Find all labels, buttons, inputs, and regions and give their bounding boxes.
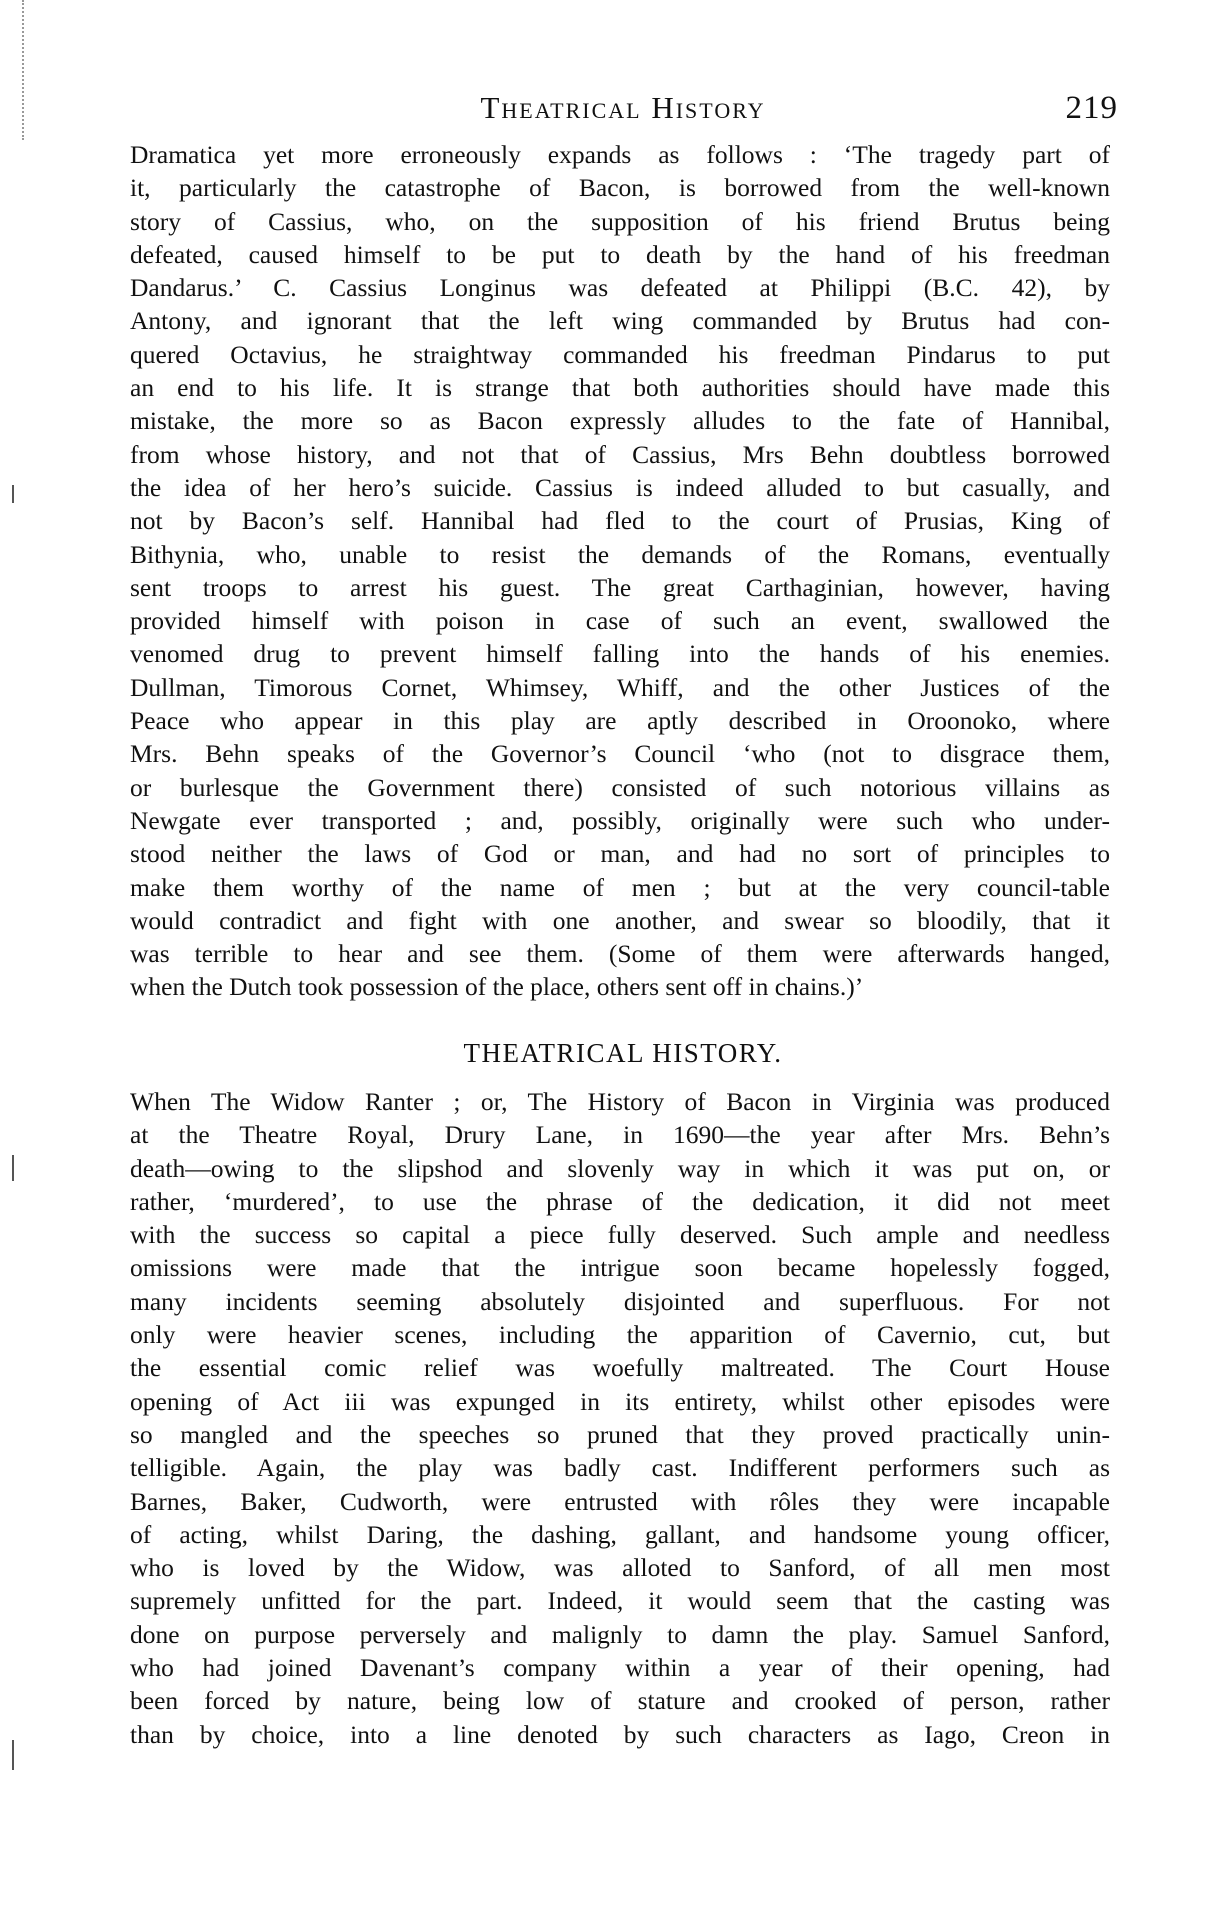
text-line: venomed drug to prevent himself falling into the hands of his enemies. (130, 639, 1110, 669)
text-line: so mangled and the speeches so pruned that they proved practically unin- (130, 1419, 1110, 1449)
text-line: mistake, the more so as Bacon expressly alludes to the fate of Hannibal, (130, 406, 1110, 436)
text-line: sent troops to arrest his guest. The great Carthaginian, however, having (130, 572, 1110, 602)
text-line: rather, ‘murdered’, to use the phrase of the dedication, it did not meet (130, 1186, 1110, 1216)
text-line: Bithynia, who, unable to resist the demands of the Romans, eventually (130, 539, 1110, 569)
text-line: omissions were made that the intrigue soon became hopelessly fogged, (130, 1253, 1110, 1283)
margin-mark (12, 485, 14, 503)
text-line: would contradict and fight with one another, and swear so bloodily, that it (130, 905, 1110, 935)
text-line: death—owing to the slipshod and slovenly way in which it was put on, or (130, 1153, 1110, 1183)
section-heading: THEATRICAL HISTORY. (463, 1038, 783, 1068)
scan-edge-marks (22, 0, 26, 140)
text-line: story of Cassius, who, on the supposition of his friend Brutus being (130, 206, 1110, 236)
text-line: stood neither the laws of God or man, and had no sort of principles to (130, 839, 1110, 869)
margin-mark (12, 1155, 14, 1181)
text-line: Antony, and ignorant that the left wing commanded by Brutus had con- (130, 306, 1110, 336)
text-line: Barnes, Baker, Cudworth, were entrusted with rôles they were incapable (130, 1486, 1110, 1516)
text-line: who had joined Davenant’s company within a year of their opening, had (130, 1653, 1110, 1683)
text-line: the idea of her hero’s suicide. Cassius is indeed alluded to but casually, and (130, 472, 1110, 502)
text-line: defeated, caused himself to be put to death by the hand of his freedman (130, 239, 1110, 269)
text-line: it, particularly the catastrophe of Bacon, is borrowed from the well-known (130, 173, 1110, 203)
text-line: than by choice, into a line denoted by such characters as Iago, Creon in (130, 1719, 1110, 1749)
text-line: or burlesque the Government there) consisted of such notorious villains as (130, 772, 1110, 802)
text-line: with the success so capital a piece fully deserved. Such ample and needless (130, 1220, 1110, 1250)
paragraph-widow-ranter (130, 1085, 1110, 1751)
margin-mark (12, 1740, 14, 1770)
text-line: opening of Act iii was expunged in its entirety, whilst other episodes were (130, 1386, 1110, 1416)
paragraph-dramatica (130, 138, 1110, 1004)
text-line: only were heavier scenes, including the apparition of Cavernio, cut, but (130, 1320, 1110, 1350)
text-line: telligible. Again, the play was badly cast. Indifferent performers such as (130, 1453, 1110, 1483)
page-number: 219 (1065, 90, 1118, 126)
text-line: Peace who appear in this play are aptly described in Oroonoko, where (130, 706, 1110, 736)
text-line: provided himself with poison in case of such an event, swallowed the (130, 606, 1110, 636)
text-line: was terrible to hear and see them. (Some of them were afterwards hanged, (130, 939, 1110, 969)
text-line: at the Theatre Royal, Drury Lane, in 1690—the year after Mrs. Behn’s (130, 1120, 1110, 1150)
text-line: when the Dutch took possession of the place, others sent off in chains.)’ (130, 972, 864, 1002)
text-line: done on purpose perversely and malignly to damn the play. Samuel Sanford, (130, 1619, 1110, 1649)
text-line: who is loved by the Widow, was alloted to Sanford, of all men most (130, 1553, 1110, 1583)
text-line: the essential comic relief was woefully maltreated. The Court House (130, 1353, 1110, 1383)
text-line: from whose history, and not that of Cassius, Mrs Behn doubtless borrowed (130, 439, 1110, 469)
text-line: Dramatica yet more erroneously expands as follows : ‘The tragedy part of (130, 140, 1110, 169)
running-head (128, 86, 1118, 136)
text-line: supremely unfitted for the part. Indeed, it would seem that the casting was (130, 1586, 1110, 1616)
running-title: Theatrical History (480, 90, 766, 125)
text-line: an end to his life. It is strange that both authorities should have made this (130, 373, 1110, 403)
text-line: of acting, whilst Daring, the dashing, gallant, and handsome young officer, (130, 1519, 1110, 1549)
text-line: quered Octavius, he straightway commanded his freedman Pindarus to put (130, 339, 1110, 369)
text-line: Newgate ever transported ; and, possibly, originally were such who under- (130, 805, 1110, 835)
text-line: Mrs. Behn speaks of the Governor’s Council ‘who (not to disgrace them, (130, 739, 1110, 769)
text-line: make them worthy of the name of men ; but at the very council-table (130, 872, 1110, 902)
text-line: When The Widow Ranter ; or, The History of Bacon in Virginia was produced (130, 1087, 1110, 1116)
text-line: Dullman, Timorous Cornet, Whimsey, Whiff, and the other Justices of the (130, 672, 1110, 702)
text-line: many incidents seeming absolutely disjointed and superfluous. For not (130, 1286, 1110, 1316)
text-line: not by Bacon’s self. Hannibal had fled to the court of Prusias, King of (130, 506, 1110, 536)
text-line: been forced by nature, being low of stature and crooked of person, rather (130, 1686, 1110, 1716)
text-line: Dandarus.’ C. Cassius Longinus was defeated at Philippi (B.C. 42), by (130, 273, 1110, 303)
